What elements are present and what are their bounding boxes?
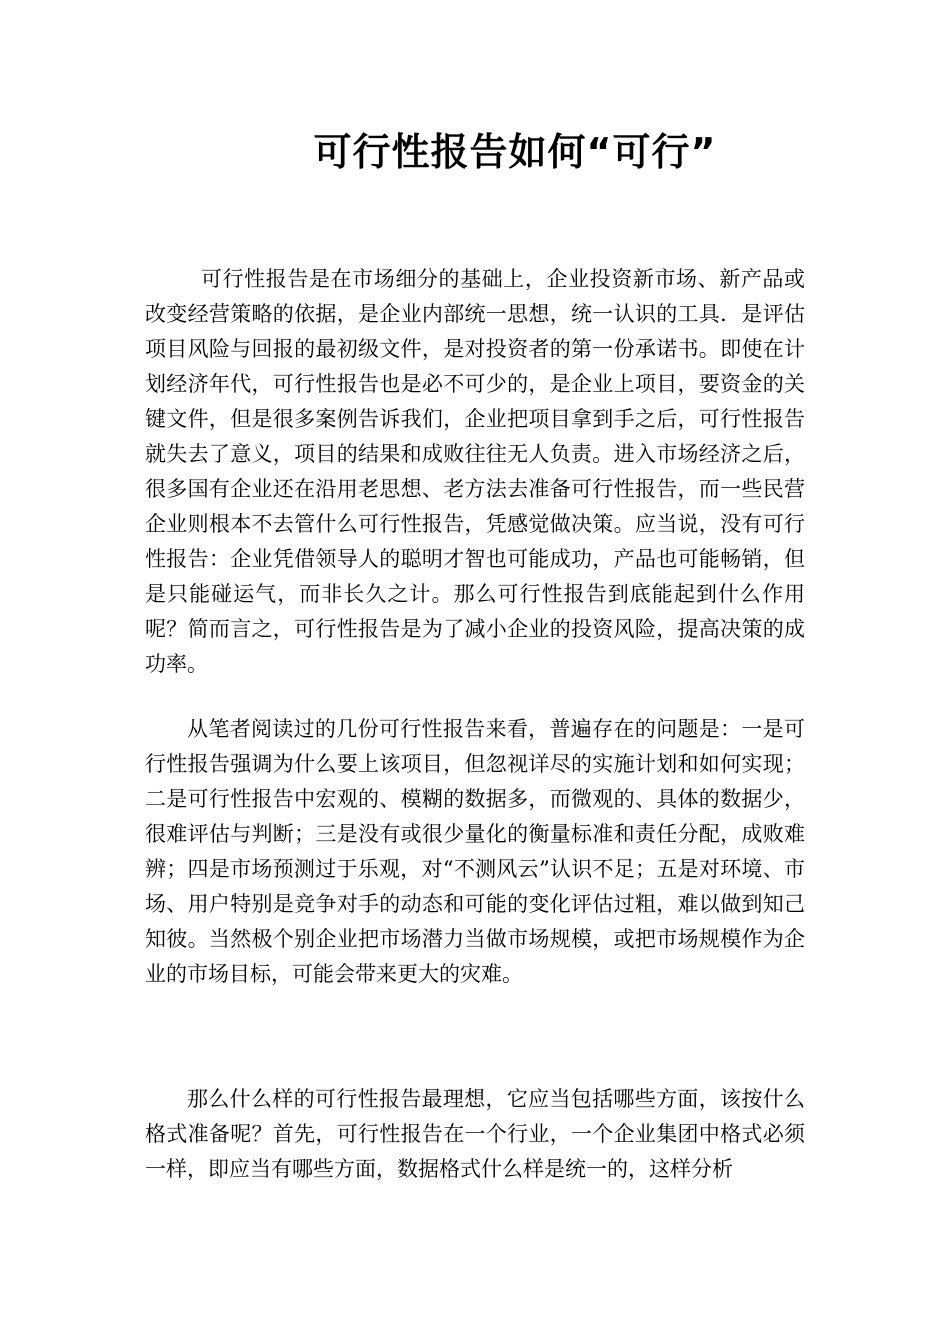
paragraph-2: 从笔者阅读过的几份可行性报告来看，普遍存在的问题是：一是可行性报告强调为什么要上该项目，但忽视详尽的实施计划和如何实现；二是可行性报告中宏观的、模糊的数据多，而微观的、具体的数据少，很难评估与判断；三是没有或很少量化的衡量标准和责任分配，成败难辨；四是市场预测过于乐观，对“不测风云”认识不足；五是对环境、市场、用户特别是竞争对手的动态和可能的变化评估过粗，难以做到知己知彼。当然极个别企业把市场潜力当做市场规模，或把市场规模作为企业的市场目标，可能会带来更大的灾难。 xyxy=(145,717,805,986)
document-title: 可行性报告如何“可行” xyxy=(313,130,717,174)
paragraph-1: 可行性报告是在市场细分的基础上，企业投资新市场、新产品或改变经营策略的依据，是企业内部统一思想，统一认识的工具．是评估项目风险与回报的最初级文件，是对投资者的第一份承诺书。即使在计划经济年代，可行性报告也是必不可少的，是企业上项目，要资金的关键文件，但是很多案例告诉我们，企业把项目拿到手之后，可行性报告就失去了意义，项目的结果和成败往往无人负责。进入市场经济之后，很多国有企业还在沿用老思想、老方法去准备可行性报告，而一些民营企业则根本不去管什么可行性报告，凭感觉做决策。应当说，没有可行性报告：企业凭借领导人的聪明才智也可能成功，产品也可能畅销，但是只能碰运气，而非长久之计。那么可行性报告到底能起到什么作用呢？简而言之，可行性报告是为了减小企业的投资风险，提高决策的成功率。 xyxy=(145,267,805,676)
paragraph-3: 那么什么样的可行性报告最理想，它应当包括哪些方面，该按什么格式准备呢？首先，可行性报告在一个行业，一个企业集团中格式必须一样，即应当有哪些方面，数据格式什么样是统一的，这样分析 xyxy=(145,1087,805,1181)
